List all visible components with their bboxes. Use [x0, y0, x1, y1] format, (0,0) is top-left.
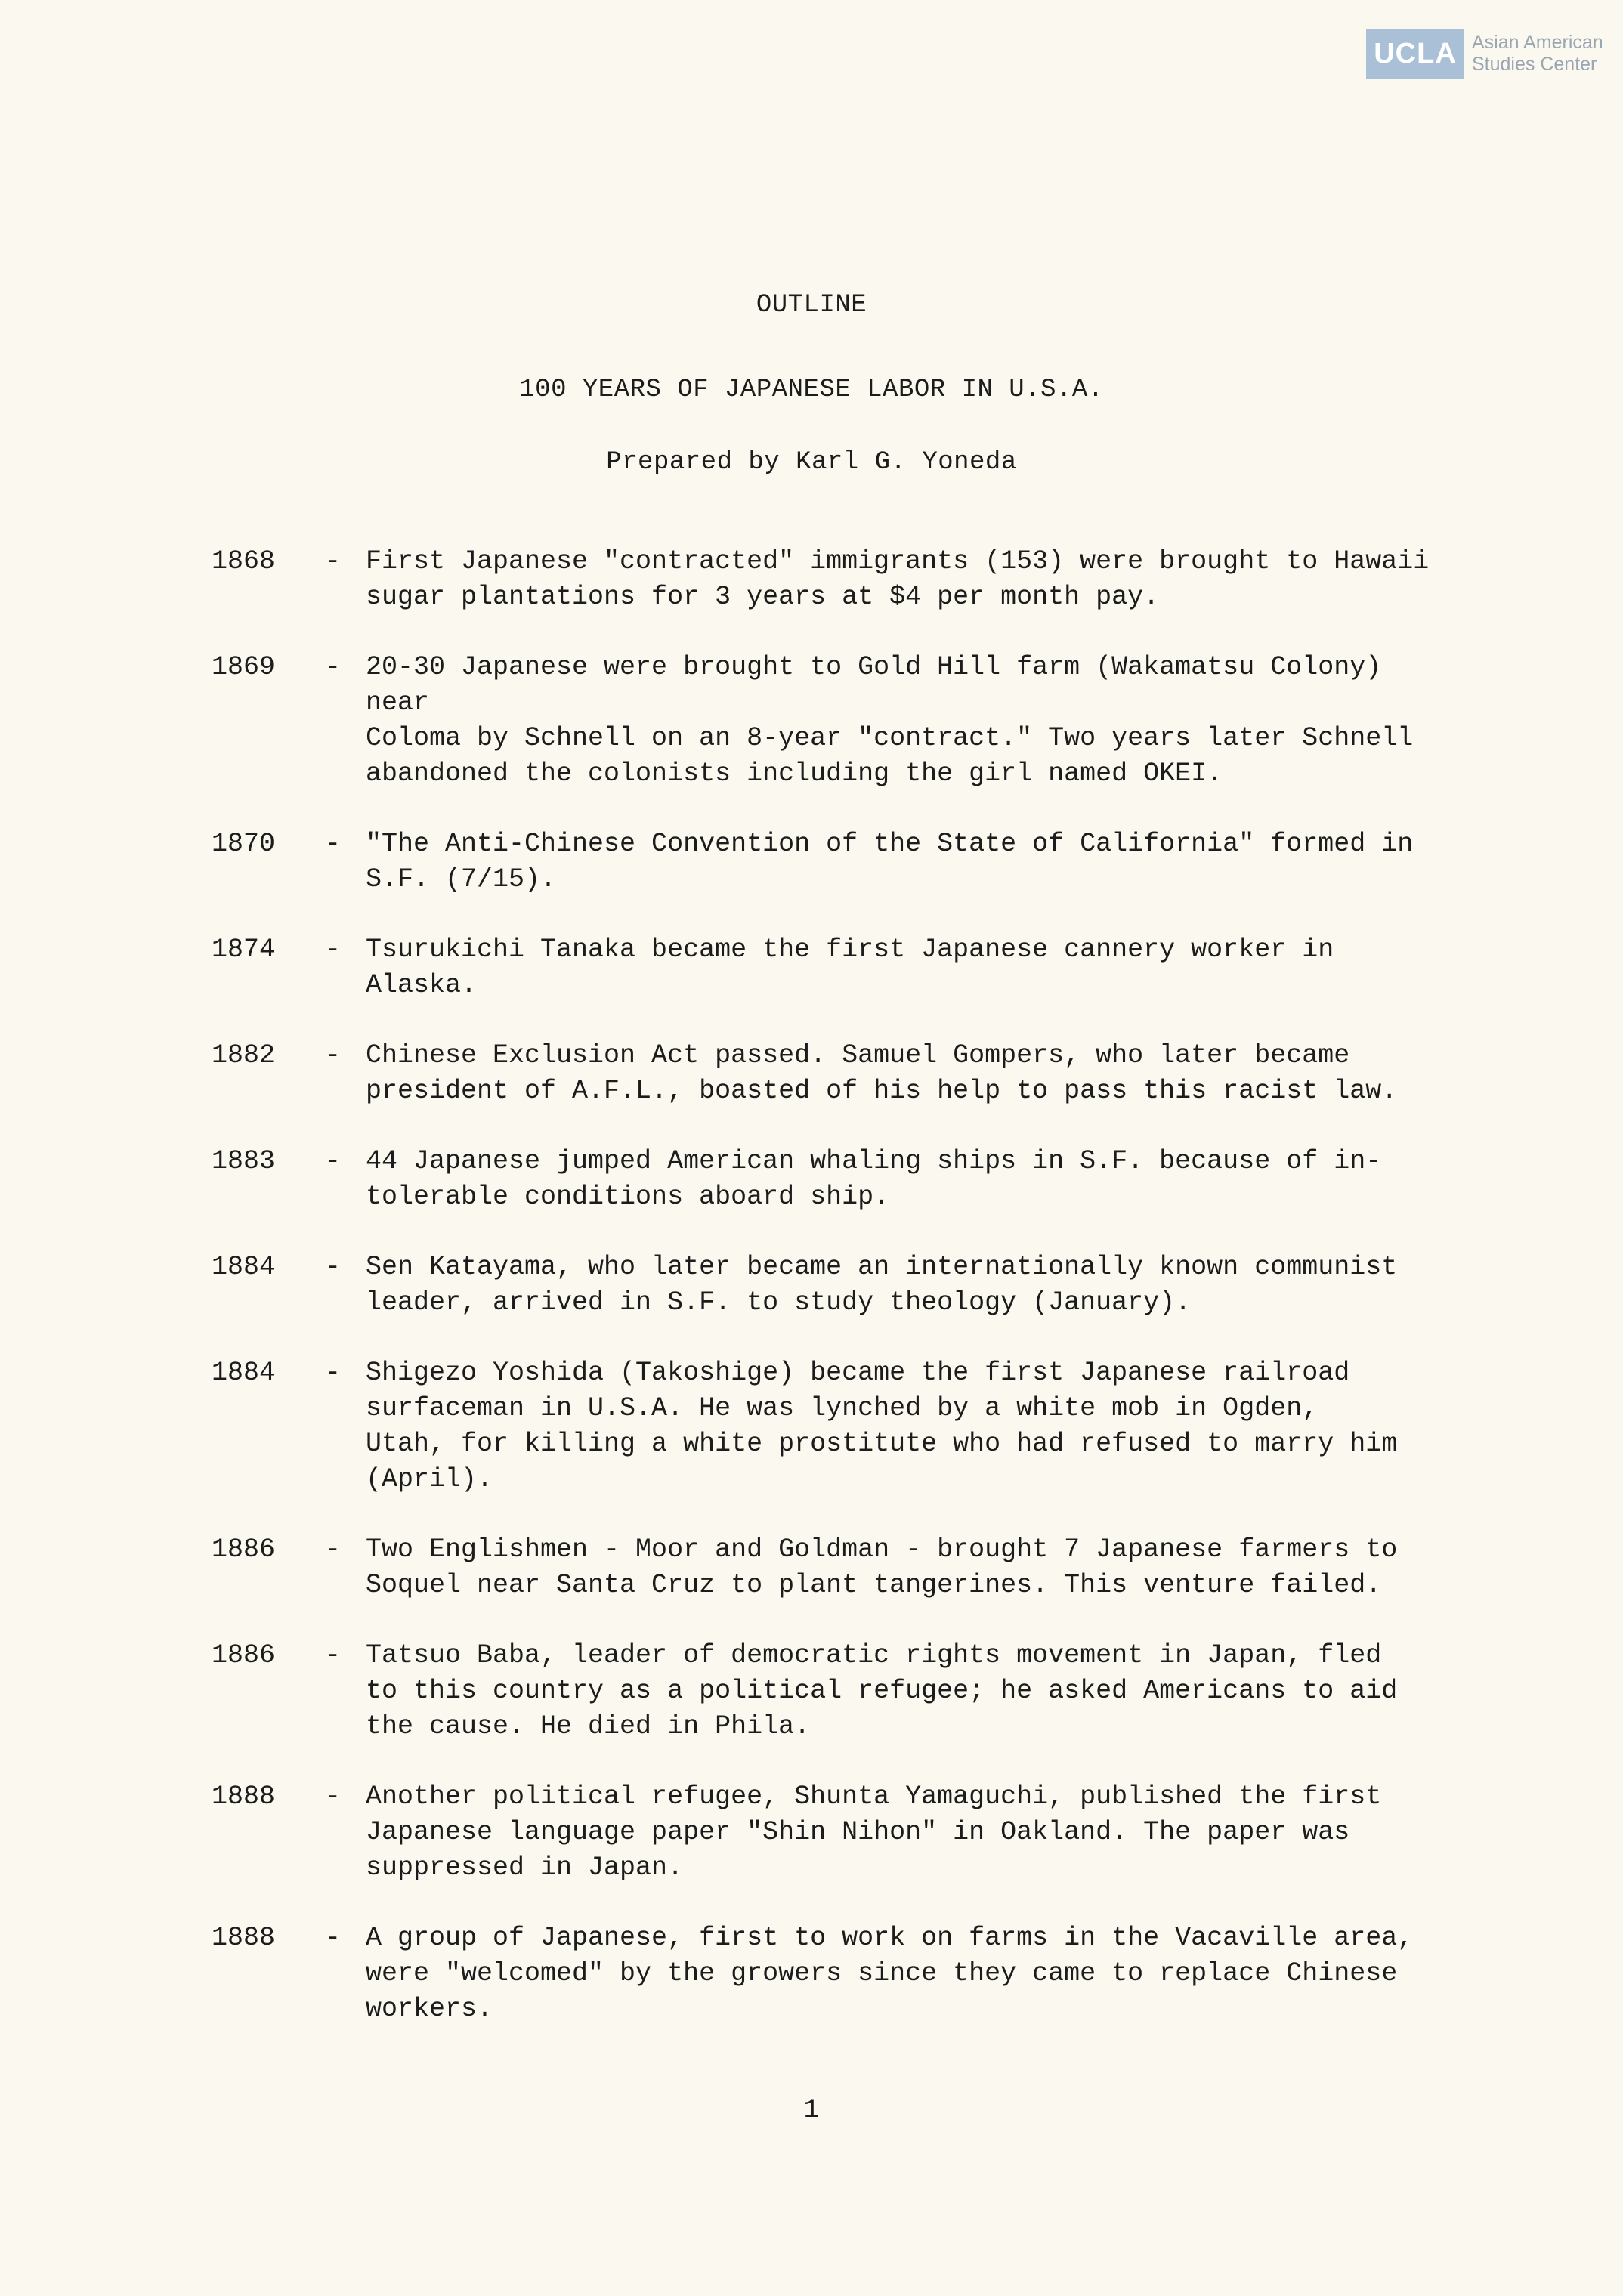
timeline-entry — [212, 1638, 1436, 1744]
timeline-entry — [212, 650, 1436, 792]
logo-line-1: Asian American — [1472, 32, 1603, 53]
ucla-aasc-logo — [1366, 29, 1603, 79]
entry-dash: - — [325, 1781, 342, 1812]
timeline-entry — [212, 1355, 1436, 1497]
timeline-entry — [212, 544, 1436, 615]
timeline-entry — [212, 1144, 1436, 1215]
entry-year: 1874 — [212, 935, 276, 965]
entry-dash: - — [325, 1252, 342, 1282]
entry-dash: - — [325, 1040, 342, 1071]
entry-dash: - — [325, 829, 342, 859]
entry-year: 1886 — [212, 1534, 276, 1565]
entry-text: 44 Japanese jumped American whaling ships in S.F. because of in- tolerable conditions aboard ship. — [366, 1146, 1382, 1212]
entry-text: "The Anti-Chinese Convention of the State of California" formed in S.F. (7/15). — [366, 829, 1414, 895]
logo-caption — [1472, 32, 1603, 76]
entry-year: 1888 — [212, 1781, 276, 1812]
ucla-badge: UCLA — [1366, 29, 1464, 79]
timeline-entry — [212, 932, 1436, 1003]
timeline-entry — [212, 1779, 1436, 1886]
entry-dash: - — [325, 1358, 342, 1388]
page-number: 1 — [803, 2095, 820, 2125]
entry-text: Tsurukichi Tanaka became the first Japanese cannery worker in Alaska. — [366, 935, 1334, 1000]
entry-year: 1882 — [212, 1040, 276, 1071]
logo-line-2: Studies Center — [1472, 54, 1597, 75]
entry-text: First Japanese "contracted" immigrants (153) were brought to Hawaii sugar plantations for 3 years at $4 per month pay. — [366, 546, 1430, 612]
timeline-entry — [212, 1532, 1436, 1603]
entry-year: 1884 — [212, 1358, 276, 1388]
entry-year: 1888 — [212, 1923, 276, 1953]
entry-dash: - — [325, 935, 342, 965]
timeline-entry — [212, 1250, 1436, 1321]
document-author: Prepared by Karl G. Yoneda — [606, 448, 1017, 477]
entry-text: Shigezo Yoshida (Takoshige) became the first Japanese railroad surfaceman in U.S.A. He was lynched by a white mob in Ogden, Utah, for killing a white prostitute who had refused to marry him (April). — [366, 1358, 1398, 1494]
entry-dash: - — [325, 652, 342, 682]
entry-year: 1868 — [212, 546, 276, 576]
entry-dash: - — [325, 1146, 342, 1176]
entry-year: 1884 — [212, 1252, 276, 1282]
entry-year: 1883 — [212, 1146, 276, 1176]
entry-dash: - — [325, 1640, 342, 1670]
entry-year: 1886 — [212, 1640, 276, 1670]
entry-text: Sen Katayama, who later became an internationally known communist leader, arrived in S.F. to study theology (January). — [366, 1252, 1398, 1318]
timeline-entry — [212, 1921, 1436, 2027]
entry-dash: - — [325, 1534, 342, 1565]
timeline-entry — [212, 1038, 1436, 1109]
entry-text: Another political refugee, Shunta Yamaguchi, published the first Japanese language paper "Shin Nihon" in Oakland. The paper was suppressed in Japan. — [366, 1781, 1382, 1883]
entry-dash: - — [325, 1923, 342, 1953]
entry-year: 1869 — [212, 652, 276, 682]
entry-text: Tatsuo Baba, leader of democratic rights movement in Japan, fled to this country as a political refugee; he asked Americans to aid the cause. He died in Phila. — [366, 1640, 1398, 1741]
entry-year: 1870 — [212, 829, 276, 859]
timeline-list — [212, 544, 1436, 2062]
entry-text: 20-30 Japanese were brought to Gold Hill farm (Wakamatsu Colony) near Coloma by Schnell on an 8-year "contract." Two years later Schnell abandoned the colonists including the girl named OKEI. — [366, 652, 1414, 789]
timeline-entry — [212, 827, 1436, 898]
entry-dash: - — [325, 546, 342, 576]
document-subtitle: 100 YEARS OF JAPANESE LABOR IN U.S.A. — [519, 375, 1104, 404]
entry-text: Chinese Exclusion Act passed. Samuel Gompers, who later became president of A.F.L., boasted of his help to pass this racist law. — [366, 1040, 1398, 1106]
entry-text: Two Englishmen - Moor and Goldman - brought 7 Japanese farmers to Soquel near Santa Cruz to plant tangerines. This venture failed. — [366, 1534, 1398, 1600]
entry-text: A group of Japanese, first to work on farms in the Vacaville area, were "welcomed" by the growers since they came to replace Chinese workers. — [366, 1923, 1414, 2024]
document-title: OUTLINE — [756, 291, 867, 320]
